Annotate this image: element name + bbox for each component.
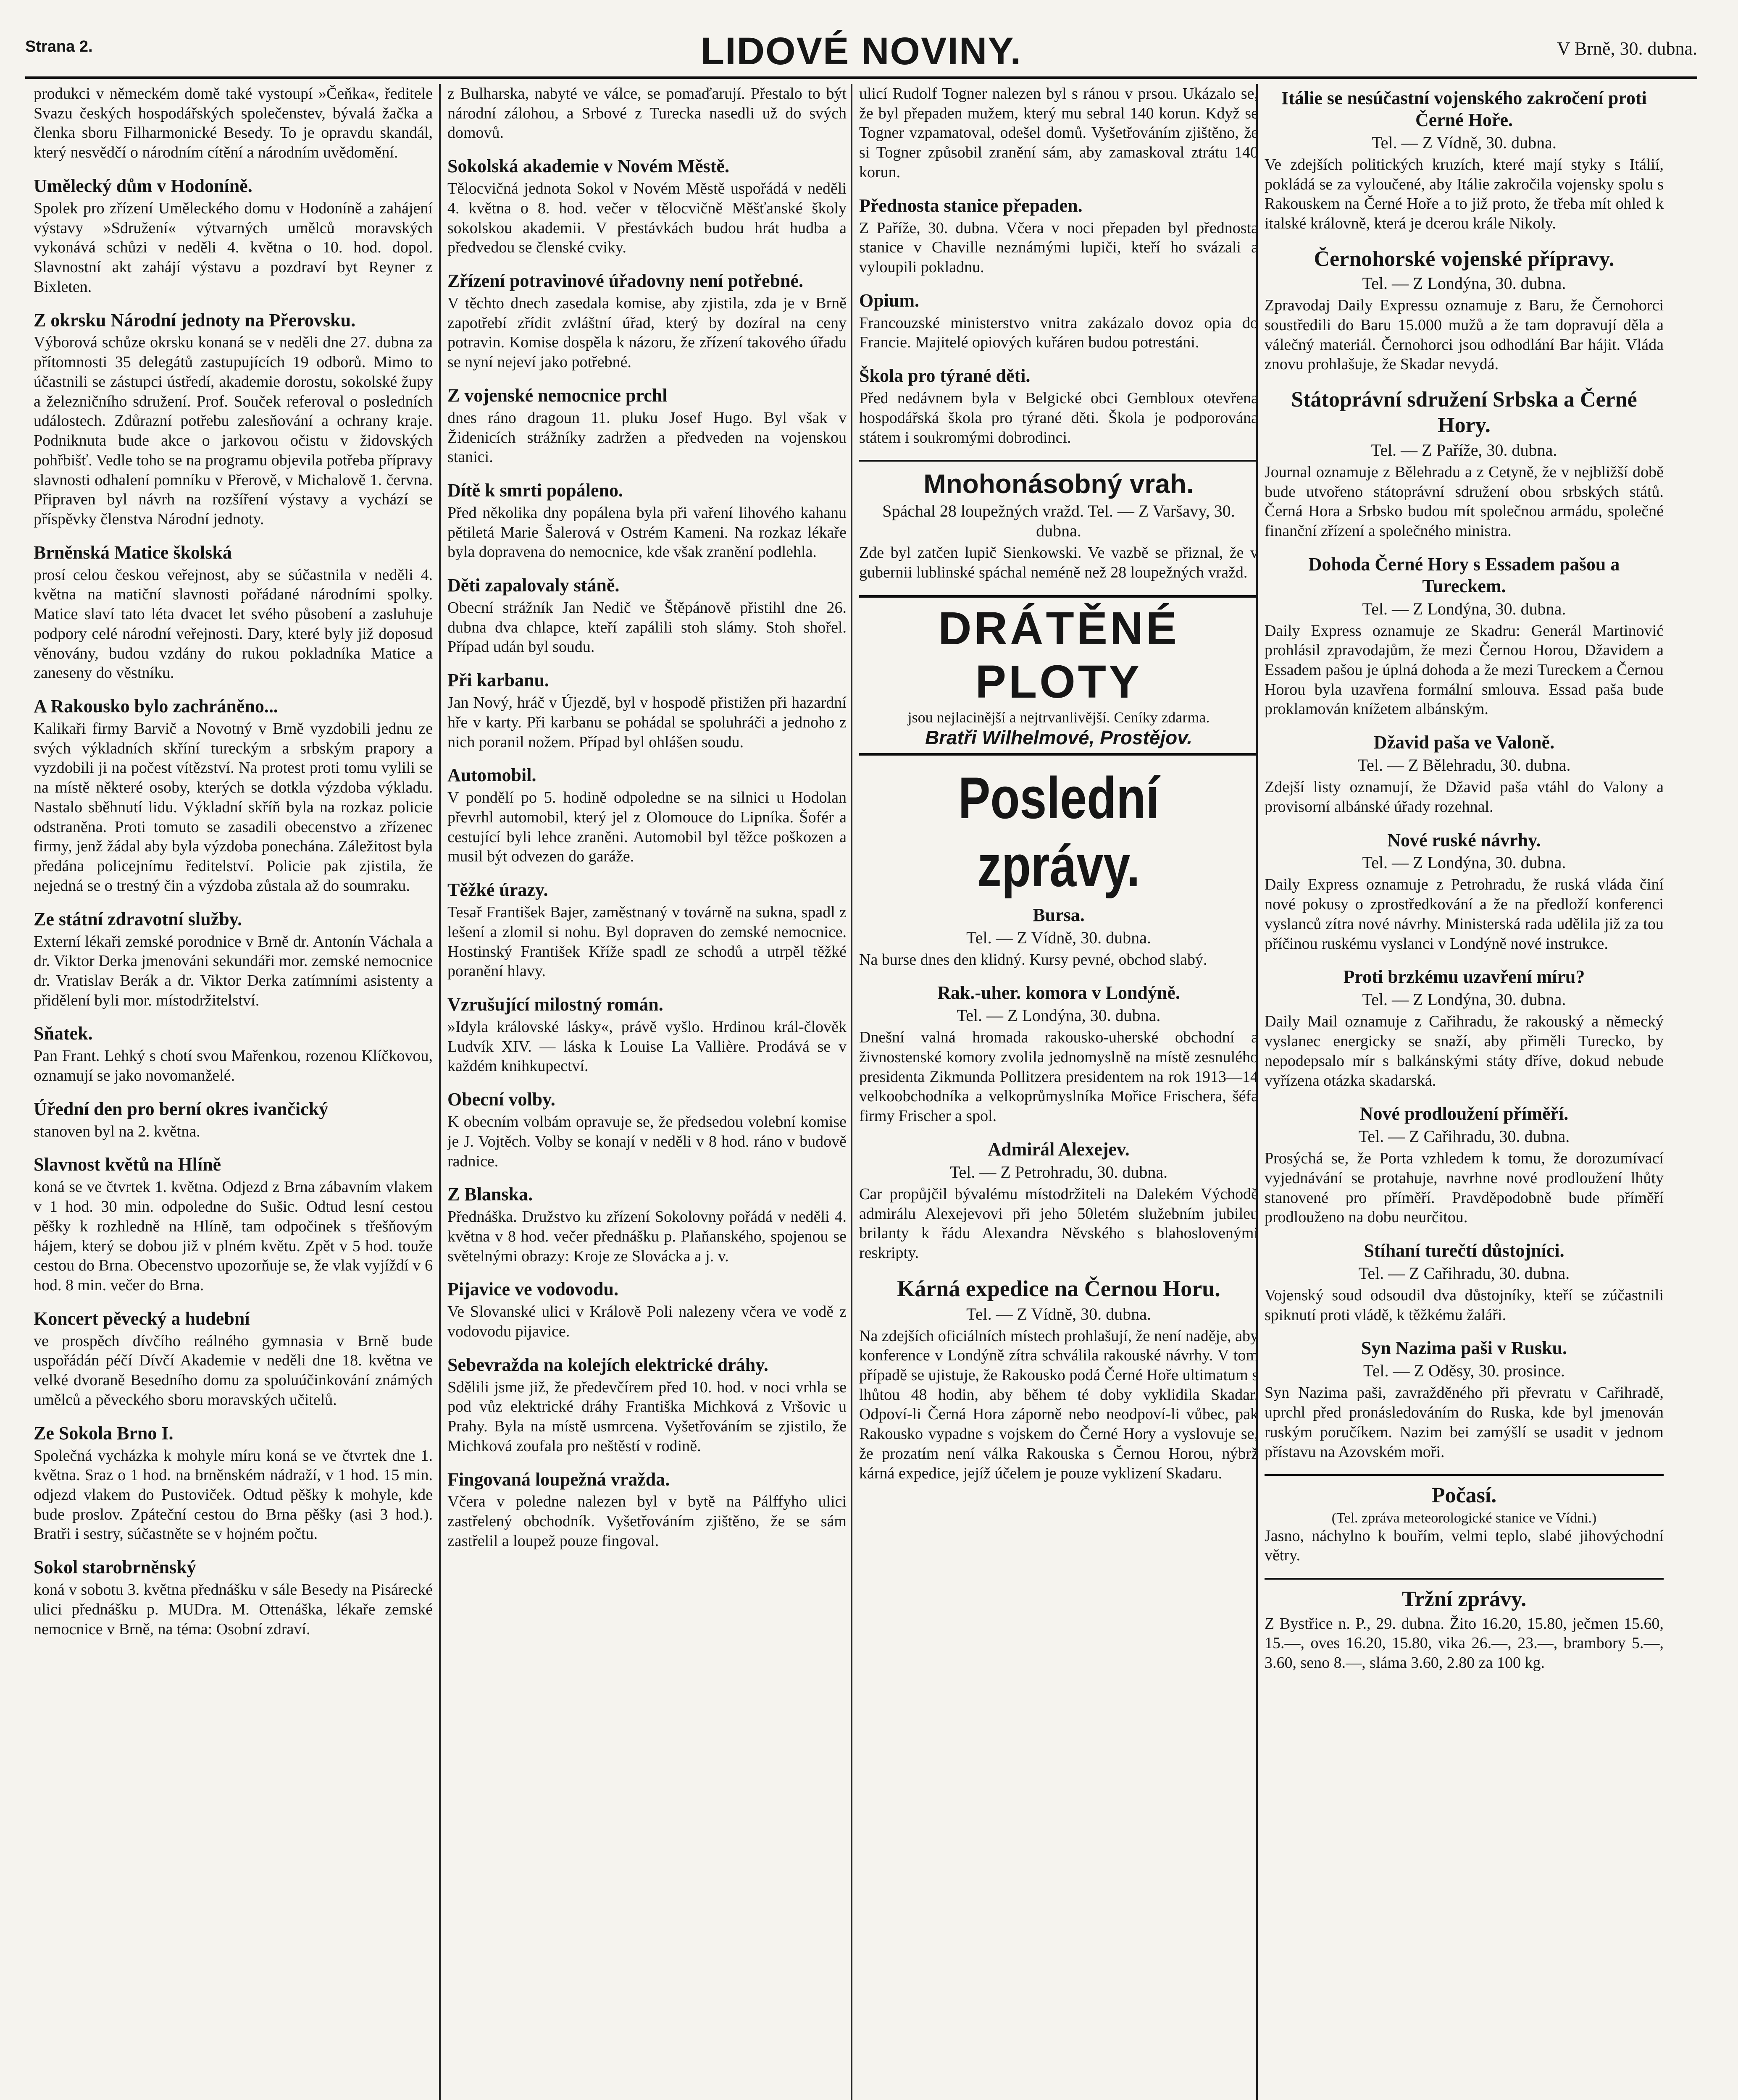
article-title: Nové prodloužení příměří. [1359, 1103, 1569, 1124]
article-body: K obecním volbám opravuje se, že předsedou volební komise je J. Vojtěch. Volby se konají v neděli v 8 hod. ráno v budově radnice. [447, 1113, 847, 1170]
article [1265, 1337, 1664, 1462]
article-body: Kalikaři firmy Barvič a Novotný v Brně vyzdobili jednu ze svých výkladních skříní tureckým a srbským prapory a vyzdobili ji na počest vítězství. Na protest proti tomu vylili se na místě některé osoby, kterých se dotkla výzdoba výkladu. Nastalo sběhnutí lidu. Výkladní skříň byla na rozkaz policie odstraněna. Proti tomuto se zasadili obecenstvo a zřízenec firmy, jenž žádal aby byla výzdoba ponechána. Záležitost byla předána policejnímu ředitelství. Policie pak zjistila, že nejedná se o trestný čin a výzdoba zůstala až do soumraku. [34, 719, 433, 895]
article [34, 542, 433, 683]
article-body: Syn Nazima paši, zavražděného při převratu v Cařihradě, uprchl před pronásledováním do Ruska, kde byl jmenován ruským poručíkem. Nazim bei zamýšlí se usadit v jednom přístavu na Azovském moři. [1265, 1384, 1664, 1461]
article-title: Dohoda Černé Hory s Essadem pašou a Tureckem. [1308, 554, 1620, 596]
article-title: Škola pro týrané děti. [859, 365, 1031, 386]
article-title: Obecní volby. [447, 1089, 555, 1110]
article-title: Nové ruské návrhy. [1387, 830, 1541, 850]
column-2 [447, 84, 847, 2100]
divider [1265, 1474, 1664, 1476]
article [34, 1308, 433, 1410]
article [447, 764, 847, 866]
article [1265, 87, 1664, 234]
article-title: Přednosta stanice přepaden. [859, 195, 1083, 216]
article-title: Ze Sokola Brno I. [34, 1423, 174, 1444]
article [34, 1023, 433, 1085]
article [34, 908, 433, 1011]
article-dateline: Tel. — Z Londýna, 30. dubna. [1362, 274, 1566, 293]
article-body: stanoven byl na 2. května. [34, 1122, 200, 1140]
article-body: z Bulharska, nabyté ve válce, se pomaďarují. Přestalo to být národní zálohou, a Srbové z Turecka nasedli už do svých domovů. [447, 85, 847, 142]
article-title: Sebevražda na kolejích elektrické dráhy. [447, 1354, 768, 1375]
article [34, 175, 433, 297]
article [34, 84, 433, 163]
article-title: Pijavice ve vodovodu. [447, 1279, 618, 1300]
article [447, 1184, 847, 1266]
article-body: Vojenský soud odsoudil dva důstojníky, kteří se zúčastnili spiknutí proti vládě, k těžkému žaláři. [1265, 1286, 1664, 1324]
article [447, 480, 847, 562]
article [859, 1276, 1258, 1483]
article-body: Z Paříže, 30. dubna. Včera v noci přepaden byl přednosta stanice v Chaville neznámými lupiči, kteří ho svázali a vyloupili pokladnu. [859, 219, 1258, 276]
article-title: Úřední den pro berní okres ivančický [34, 1098, 329, 1119]
article [34, 1154, 433, 1295]
article-headline: Mnohonásobný vrah. [923, 469, 1194, 499]
article-dateline: Tel. — Z Cařihradu, 30. dubna. [1358, 1264, 1570, 1283]
article-body: koná se ve čtvrtek 1. května. Odjezd z Brna zábavním vlakem v 1 hod. 30 min. odpoledne do Sušic. Odtud lesní cestou pěšky k rozhledně na Hlíně, tam odpočinek s třešňovým hájem, který se dobou již v plném květu. Zpět v 5 hod. touže cestou do Brna. Obecenstvo upozorňuje se, že vlak vyjíždí v 6 hod. 8 min. večer do Brna. [34, 1178, 433, 1294]
page-number: Strana 2. [25, 38, 93, 55]
article-title: Kárná expedice na Černou Horu. [897, 1276, 1220, 1301]
article-title: Z okrsku Národní jednoty na Přerovsku. [34, 310, 356, 331]
article-body: ve prospěch dívčího reálného gymnasia v Brně bude uspořádán péčí Dívčí Akademie v neděli dne 18. května ve velké dvoraně Besedního domu za spoluúčinkování známých umělců a pěveckého sboru moravských učitelů. [34, 1332, 433, 1409]
masthead-title: LIDOVÉ NOVINY. [700, 30, 1022, 73]
article [34, 696, 433, 896]
article [447, 1469, 847, 1551]
article [34, 1557, 433, 1639]
article [1265, 246, 1664, 374]
article [1265, 1103, 1664, 1227]
article [34, 1423, 433, 1544]
article-dateline: Tel. — Z Vídně, 30. dubna. [966, 928, 1151, 947]
article-title: Sokolská akademie v Novém Městě. [447, 156, 729, 177]
article-body: Externí lékaři zemské porodnice v Brně dr. Antonín Váchala a dr. Viktor Derka jmenováni sekundáři mor. zemské nemocnice dr. Vratislav Berák a dr. Viktor Derka zatímními asistenty a přidělení byli mor. místodržitelství. [34, 932, 433, 1009]
article-body: Na zdejších oficiálních místech prohlašují, že není naděje, aby konference v Londýně zítra schválila rakouské návrhy. V tom případě se ujistuje, že Rakousko podá Černé Hoře ultimatum s lhůtou 48 hodin, aby během té doby vyklidila Skadar. Odpoví-li Černá Hora záporně nebo neodpoví-li vůbec, pak Rakousko vypadne s vojskem do Černé Hory a vyslovuje se, že prozatím není válka Rakouska s Černou Horou, nýbrž kárná expedice, jejíž účelem je pouze vyklizení Skadaru. [859, 1327, 1258, 1482]
article-body: Společná vycházka k mohyle míru koná se ve čtvrtek dne 1. května. Sraz o 1 hod. na brněnském nádraží, v 1 hod. 15 min. odjezd vlakem do Pustoviček. Odtud pěšky k mohyle, kde bude proslov. Zpáteční cestou do Brna pěšky (asi 3 hod.). Bratři i sestry, súčastněte se v hojném počtu. [34, 1446, 433, 1543]
article-title: Stíhaní turečtí důstojníci. [1364, 1240, 1564, 1261]
article [1265, 387, 1664, 541]
article-body: Car propůjčil bývalému místodržiteli na Dalekém Východě admirálu Alexejevovi při jeho 50letém služebním jubileu brilanty k řádu Alexandra Něvského s blahoslovenými reskripty. [859, 1185, 1258, 1262]
article-title: Umělecký dům v Hodoníně. [34, 175, 252, 196]
article-body: Sdělili jsme již, že předevčírem před 10. hod. v noci vrhla se pod vůz elektrické dráhy Františka Michková z Vršovic u Prahy. Byla na místě usmrcena. Vyšetřováním se zjistilo, že Michková zoufala pro neštěstí v rodině. [447, 1378, 847, 1455]
article-dateline: Tel. — Z Petrohradu, 30. dubna. [949, 1162, 1168, 1181]
article [859, 1139, 1258, 1263]
article-body: V pondělí po 5. hodině odpoledne se na silnici u Hodolan převrhl automobil, který jel z Olomouce do Lipníka. Šofér a cestující byli lehce zraněni. Automobil byl těžce poškozen a musil být odvezen do garáže. [447, 789, 847, 866]
article [859, 468, 1258, 582]
article [1265, 1240, 1664, 1325]
article-title: Z Blanska. [447, 1184, 533, 1205]
article-title: Fingovaná loupežná vražda. [447, 1469, 670, 1490]
article-title: Brněnská Matice školská [34, 542, 232, 563]
article-title: Zřízení potravinové úřadovny není potřebné. [447, 270, 804, 291]
article-body: produkci v německém domě také vystoupí »Čeňka«, ředitele Svazu českých hospodářských společenstev, bývalá žačka a členka sboru Filharmonické Besedy. To je opravdu skandál, který nesvědčí o národním cítění a národním uvědomění. [34, 85, 433, 162]
article-dateline: Tel. — Z Paříže, 30. dubna. [1371, 440, 1557, 459]
article [447, 575, 847, 657]
article-body: Dnešní valná hromada rakousko-uherské obchodní a živnostenské komory zvolila jednomyslně na místě zesnulého presidenta Zikmunda Pollitzera presidentem na rok 1913—14 velkoobchodníka a velkoprůmyslníka Mořice Frischera, šéfa firmy Frischer a spol. [859, 1029, 1258, 1125]
article-body: Ve zdejších politických kruzích, které mají styky s Itálií, pokládá se za vyloučené, aby Itálie zakročila vojensky spolu s Rakouskem na Černé Hoře a to již proto, že třeba mít ohled k italské královně, která je dcerou krále Nikoly. [1265, 155, 1664, 233]
article-body: Prosýchá se, že Porta vzhledem k tomu, že dorozumívací vyjednávání se protahuje, navrhne nové prodloužení lhůty stanovené pro příměří. Pravděpodobně bude příměří prodlouženo na dobu neurčitou. [1265, 1150, 1664, 1226]
article-body: V těchto dnech zasedala komise, aby zjistila, zda je v Brně zapotřebí zřídit zvláštní úřad, který by dozíral na ceny potravin. Komise dospěla k názoru, že zřízení takového úřadu se nyní nejeví jako potřebné. [447, 294, 847, 371]
article-body: Jasno, náchylno k bouřím, velmi teplo, slabé jihovýchodní větry. [1265, 1527, 1664, 1564]
article-title: Z vojenské nemocnice prchl [447, 385, 668, 406]
issue-date: V Brně, 30. dubna. [1557, 38, 1697, 59]
article-body: Journal oznamuje z Bělehradu a z Cetyně, že v nejbližší době bude utvořeno státoprávní sdružení obou srbských států. Černá Hora a Srbsko budou mít společnou armádu, společné finanční zřízení a společného ministra. [1265, 463, 1664, 540]
ad-line: jsou nejlacinější a nejtrvanlivější. Ceníky zdarma. [907, 709, 1210, 726]
article-title: Opium. [859, 290, 920, 311]
article [1265, 966, 1664, 1090]
article-title: Děti zapalovaly stáně. [447, 575, 620, 596]
article [447, 994, 847, 1076]
article-title: Těžké úrazy. [447, 879, 548, 900]
article-title: Při karbanu. [447, 670, 550, 691]
article-body: koná v sobotu 3. května přednášku v sále Besedy na Pisárecké ulici přednášku p. MUDra. M. Ottenáška, lékaře zemské nemocnice v Brně, na téma: Osobní zdraví. [34, 1581, 433, 1638]
article-body: Před několika dny popálena byla při vaření lihového kahanu pětiletá Marie Šalerová v Ostrém Kameni. Na rozkaz lékaře byla dopravena do nemocnice, kde však zranění podlehla. [447, 504, 847, 561]
article-title: Proti brzkému uzavření míru? [1343, 966, 1585, 987]
article-body: Tesař František Bajer, zaměstnaný v továrně na sukna, spadl z lešení a zlomil si nohu. Byl dopraven do zemské nemocnice. Hostinský František Kříže spadl ze schodů a utrpěl těžké poranění hlavy. [447, 903, 847, 980]
article-dateline: Tel. — Z Oděsy, 30. prosince. [1363, 1361, 1565, 1381]
article [447, 385, 847, 467]
article [34, 310, 433, 529]
article-body: Ve Slovanské ulici v Králově Poli nalezeny včera ve vodě z vodovodu pijavice. [447, 1303, 847, 1340]
ad-title: DRÁTĚNÉ PLOTY [938, 602, 1179, 708]
article-title: Státoprávní sdružení Srbska a Černé Hory. [1291, 388, 1637, 438]
article [447, 669, 847, 752]
article-title: Bursa. [1033, 904, 1085, 925]
divider [859, 460, 1258, 462]
article-title: Admirál Alexejev. [988, 1139, 1130, 1160]
article-body: prosí celou českou veřejnost, aby se súčastnila v neděli 4. května na matiční slavnosti pořádané národními spolky. Matice slaví tato léta dvacet let svého působení a zasluhuje podpory celé národní veřejnosti. Dary, které byly již doposud věnovány, budou vzdány do rukou pokladníka Matice a zaneseny do věstníku. [34, 566, 433, 682]
article-dateline: Tel. — Z Vídně, 30. dubna. [1372, 133, 1557, 152]
article [34, 1098, 433, 1142]
article [859, 290, 1258, 352]
article-title: Automobil. [447, 765, 536, 786]
article-title: Černohorské vojenské přípravy. [1314, 247, 1614, 271]
article-body: Spolek pro zřízení Uměleckého domu v Hodoníně a zahájení výstavy »Sdružení« výtvarných umělců moravských vykonává schůzi v neděli 4. května o 10. hod. dopol. Slavnostní akt zahájí výstavu a pozdraví byt Reyner z Bixleten. [34, 199, 433, 296]
article-dateline: Tel. — Z Londýna, 30. dubna. [1362, 599, 1566, 618]
article-title: Tržní zprávy. [1401, 1587, 1527, 1612]
article-title: Syn Nazima paši v Rusku. [1361, 1338, 1567, 1359]
article [1265, 830, 1664, 954]
article [1265, 554, 1664, 719]
article-title: Koncert pěvecký a hudební [34, 1308, 250, 1329]
article-dateline: Tel. — Z Londýna, 30. dubna. [1362, 990, 1566, 1009]
article-body: Obecní strážník Jan Nedič ve Štěpánově přistihl dne 26. dubna dva chlapce, kteří zapálili stoh slámy. Stoh shořel. Případ udán byl soudu. [447, 599, 847, 656]
article-title: A Rakousko bylo zachráněno... [34, 696, 278, 717]
article-body: Daily Mail oznamuje z Cařihradu, že rakouský a německý vyslanec energicky se snaží, aby přiměli Turecko, by nepodepsalo mír s balkánskými státy dříve, dokud nebude vyřízena otázka skadarská. [1265, 1013, 1664, 1089]
article-dateline: (Tel. zpráva meteorologické stanice ve Vídni.) [1331, 1510, 1597, 1526]
article-title: Počasí. [1431, 1483, 1497, 1508]
article-title: Rak.-uher. komora v Londýně. [937, 982, 1180, 1003]
column-1 [34, 84, 433, 2100]
article [859, 365, 1258, 447]
article-body: Přednáška. Družstvo ku zřízení Sokolovny pořádá v neděli 4. května v 8 hod. večer přednášku p. Plaňanského, spojenou se světelnými obrazy: Kroje ze Slovácka a j. v. [447, 1208, 847, 1265]
article-dateline: Tel. — Z Cařihradu, 30. dubna. [1358, 1127, 1570, 1146]
article-body: Z Bystřice n. P., 29. dubna. Žito 16.20, 15.80, ječmen 15.60, 15.—, oves 16.20, 15.80, vika 26.—, 23.—, brambory 5.—, 3.60, seno 8.—, sláma 3.60, 2.80 za 100 kg. [1265, 1614, 1664, 1672]
divider [1265, 1578, 1664, 1580]
article-title: Dítě k smrti popáleno. [447, 480, 623, 501]
article-body: Zpravodaj Daily Expressu oznamuje z Baru, že Černohorci soustředili do Baru 15.000 mužů a že tam dopravují děla a válečný materiál. Černohorci jsou odhodlání Bar hájit. Vláda znovu prohlašuje, že Skadar nevydá. [1265, 297, 1664, 373]
article-body: Jan Nový, hráč v Újezdě, byl v hospodě přistižen při hazardní hře v karty. Při karbanu se pohádal se spoluhráči a jednoho z nich poranil nožem. Případ byl ohlášen soudu. [447, 694, 847, 751]
article-body: »Idyla královské lásky«, právě vyšlo. Hrdinou král-člověk Ludvík XIV. — láska k Louise La Vallière. Prodává se v každém knihkupectví. [447, 1018, 847, 1075]
article [447, 1354, 847, 1456]
article-body: Pan Frant. Lehký s chotí svou Mařenkou, rozenou Klíčkovou, oznamují se jako novomanželé. [34, 1047, 433, 1085]
article-body: Zde byl zatčen lupič Sienkowski. Ve vazbě se přiznal, že v gubernii lublinské spáchal neméně než 28 loupežných vražd. [859, 544, 1258, 581]
article-body: Na burse dnes den klidný. Kursy pevné, obchod slabý. [859, 950, 1207, 969]
column-divider [439, 84, 441, 2100]
column-3 [859, 84, 1258, 2100]
article-title: Džavid paša ve Valoně. [1373, 732, 1555, 753]
article-body: Před nedávnem byla v Belgické obci Gembloux otevřena hospodářská škola pro týrané děti. Škola je podporována státem i soukromými dobrodinci. [859, 389, 1258, 446]
article [447, 879, 847, 981]
article-dateline: Tel. — Z Bělehradu, 30. dubna. [1357, 756, 1571, 775]
article-body: Francouzské ministerstvo vnitra zakázalo dovoz opia do Francie. Majitelé opiových kuřáren budou potrestáni. [859, 314, 1258, 352]
article-dateline: Spáchal 28 loupežných vražd. Tel. — Z Varšavy, 30. dubna. [882, 501, 1235, 541]
article-body: Daily Express oznamuje ze Skadru: Generál Martinović prohlásil zpravodajům, že mezi Černou Horou, Džavidem a Essadem pašou je úplná dohoda a že mezi Tureckem a Černou Horou byla uzavřena formální smlouva. Essad paša bude proklamován knížetem albánským. [1265, 622, 1664, 718]
article-body: dnes ráno dragoun 11. pluku Josef Hugo. Byl však v Židenicích strážníky zadržen a předveden na vojenskou stanici. [447, 409, 847, 466]
article [1265, 1586, 1664, 1673]
article [447, 84, 847, 143]
article-body: Zdejší listy oznamují, že Džavid paša vtáhl do Valony a provisorní albánské úřady rozehnal. [1265, 778, 1664, 816]
article [447, 270, 847, 372]
column-4 [1265, 84, 1664, 2100]
article-body: ulicí Rudolf Togner nalezen byl s ránou v prsou. Ukázalo se, že byl přepaden mužem, který mu sebral 140 korun. Když se Togner vzpamatoval, odešel domů. Vyšetřováním zjištěno, že si Togner způsobil zranění sám, aby zamaskoval ztrátu 140 korun. [859, 85, 1258, 181]
article-title: Sokol starobrněnský [34, 1557, 196, 1578]
article-dateline: Tel. — Z Vídně, 30. dubna. [966, 1304, 1151, 1323]
page-header [25, 29, 1697, 80]
article-dateline: Tel. — Z Londýna, 30. dubna. [957, 1006, 1161, 1025]
article [859, 195, 1258, 277]
article-title: Vzrušující milostný román. [447, 994, 663, 1015]
article [1265, 1483, 1664, 1565]
ad-company: Bratři Wilhelmové, Prostějov. [925, 726, 1193, 748]
article-dateline: Tel. — Z Londýna, 30. dubna. [1362, 853, 1566, 872]
article [859, 904, 1258, 970]
header-rule [25, 76, 1697, 79]
article [447, 1089, 847, 1171]
article-title: Slavnost květů na Hlíně [34, 1154, 221, 1175]
column-divider [851, 84, 852, 2100]
article [1265, 732, 1664, 816]
article [447, 155, 847, 257]
article-body: Daily Express oznamuje z Petrohradu, že ruská vláda činí nové pokusy o zprostředkování a že na předloží konferenci vyslanců zítra nové návrhy. Ministerská rada udělila již za tou příčinou ruskému vyslanci v Londýně nové instrukce. [1265, 876, 1664, 953]
article-title: Ze státní zdravotní služby. [34, 908, 242, 929]
latest-news-heading: Poslední zprávy. [958, 764, 1160, 899]
article [447, 1278, 847, 1341]
article-body: Tělocvičná jednota Sokol v Novém Městě uspořádá v neděli 4. května o 8. hod. večer v tělocvičně Měšťanské školy sokolskou akademii. V přestávkách budou hrát hudba a předvedou se členské cviky. [447, 180, 847, 257]
article [859, 84, 1258, 182]
article-title: Sňatek. [34, 1023, 93, 1044]
article-body: Včera v poledne nalezen byl v bytě na Pálffyho ulici zastřelený obchodník. Vyšetřováním zjištěno, že se sám zastřelil a loupež pouze fingoval. [447, 1493, 847, 1550]
article-body: Výborová schůze okrsku konaná se v neděli dne 27. dubna za přítomnosti 35 delegátů zastupujících 19 odborů. Mimo to účastnili se zástupci ústředí, akademie dorostu, sokolské župy a železničního sdružení. Prof. Souček referoval o posledních událostech. Zdůrazní potřebu zalesňování a ochrany kraje. Podniknuta bude akce o jarkovou očistu v židovských pohřbišť. Vedle toho se na programu objevila potřeba přípravy slavnosti odhalení pomníku v Přerově, v Michalově 1. června. Připraven byl návrh na rozšíření výstavy a vychází se příspěvky členstva Národní jednoty. [34, 333, 433, 528]
advertisement [859, 595, 1258, 756]
article [859, 982, 1258, 1126]
article-title: Itálie se nesúčastní vojenského zakročení proti Černé Hoře. [1281, 88, 1647, 130]
